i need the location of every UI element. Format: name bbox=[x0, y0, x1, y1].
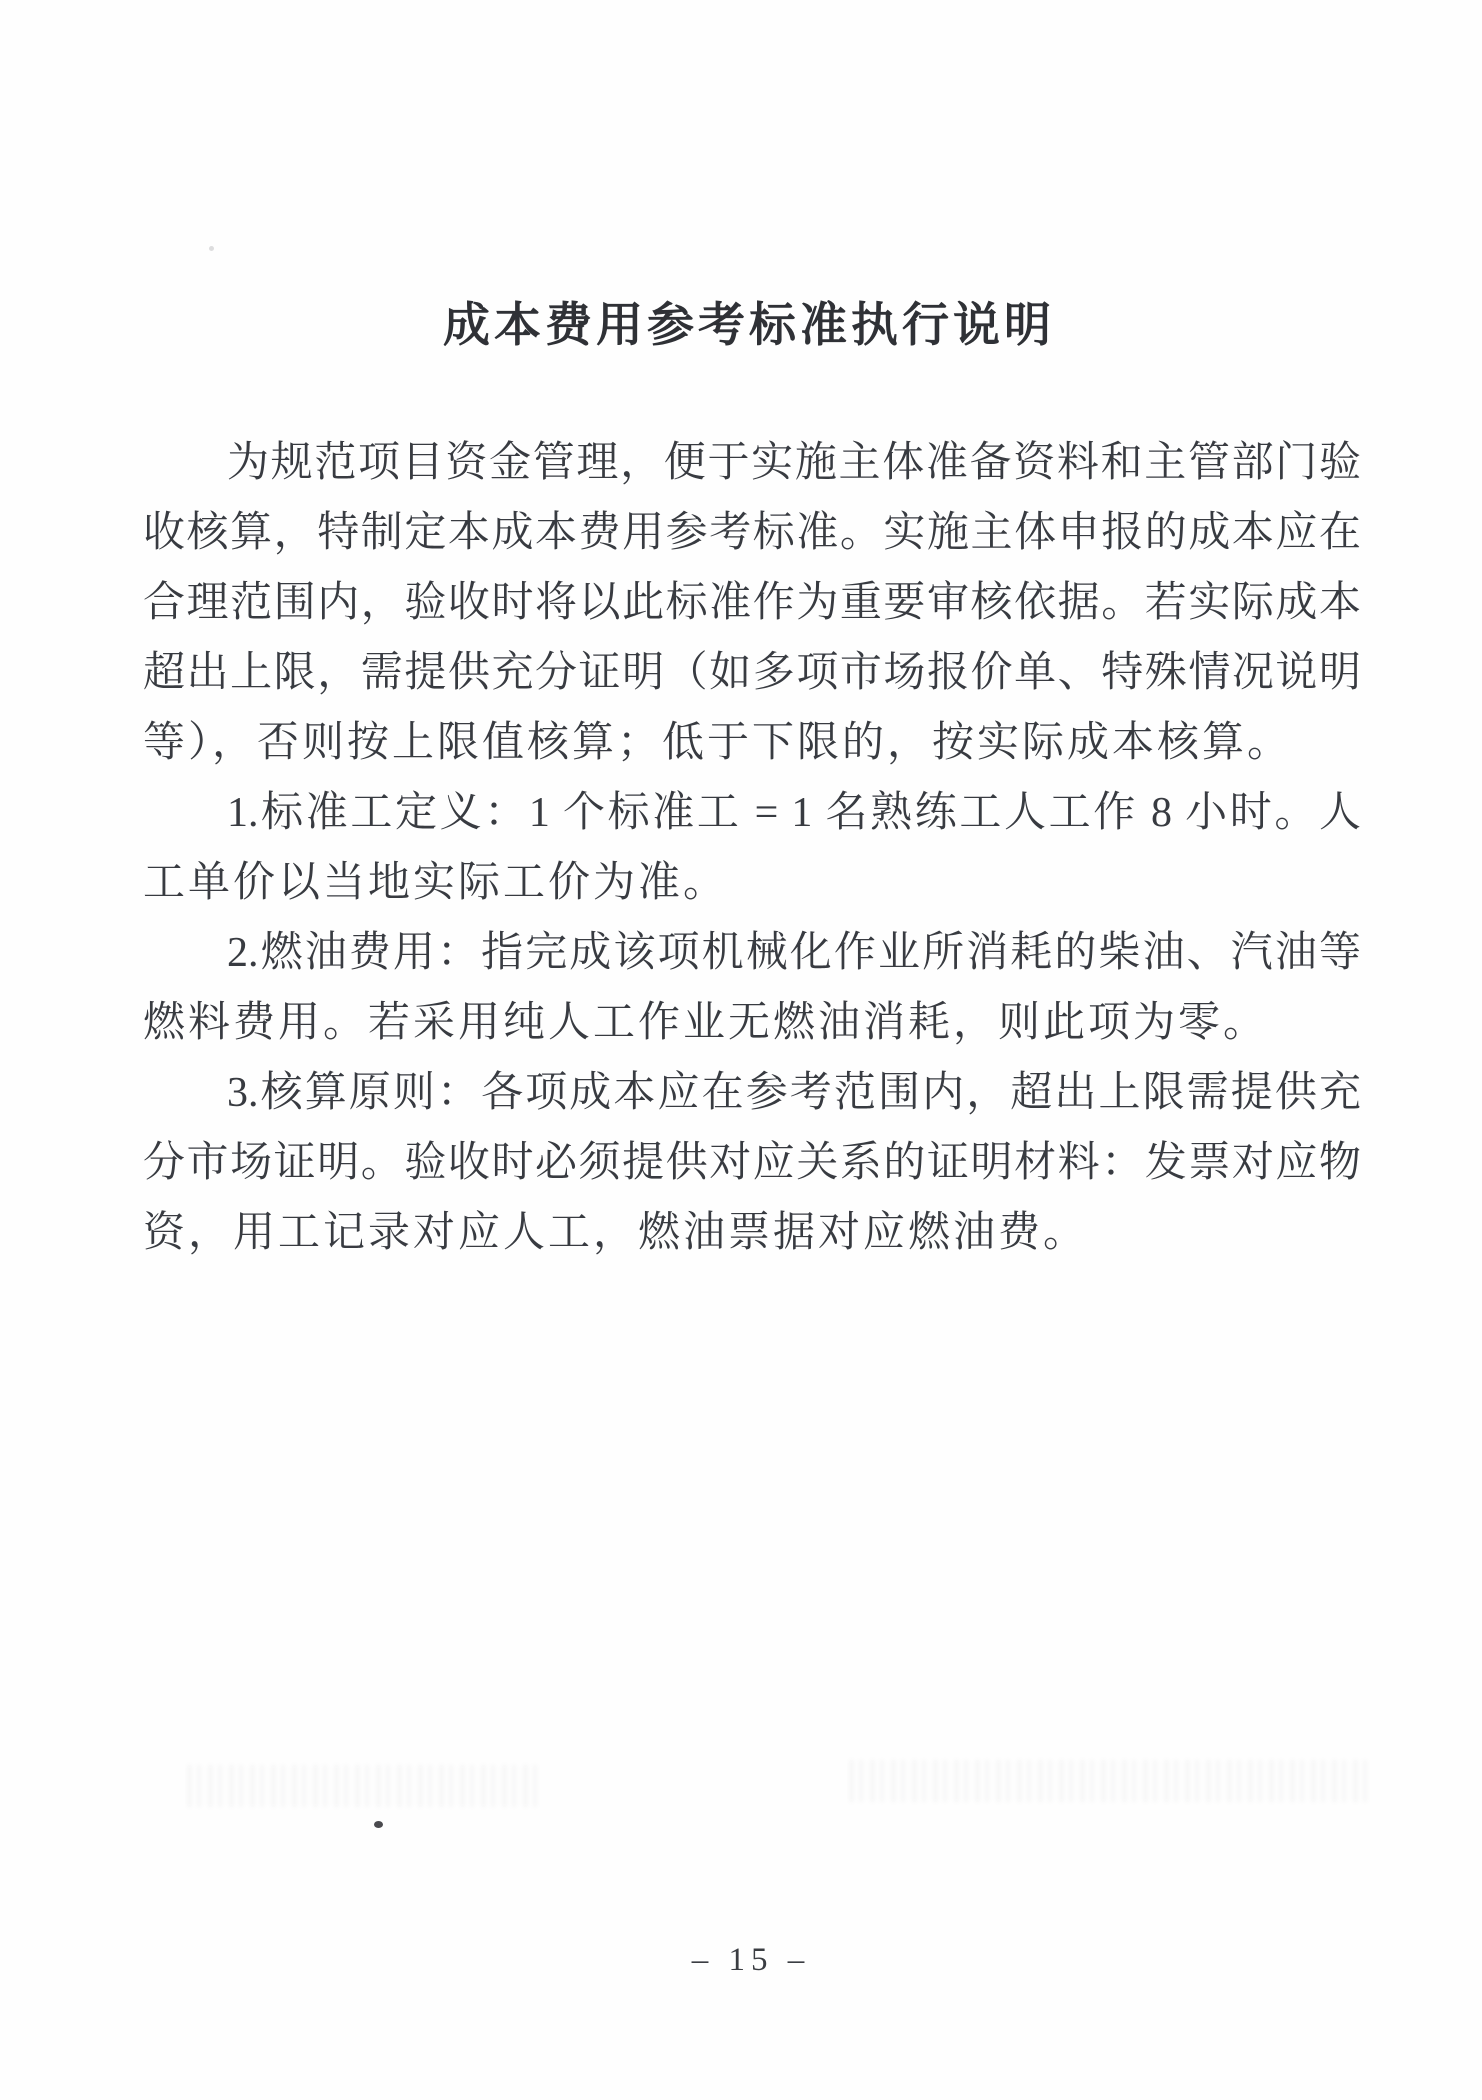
body-line: 合理范围内，验收时将以此标准作为重要审核依据。若实际成本 bbox=[143, 580, 1361, 626]
body-line: 1.标准工定义：1 个标准工 = 1 名熟练工人工作 8 小时。人 bbox=[227, 790, 1361, 836]
page-number: – 15 – bbox=[691, 1942, 811, 1978]
body-line: 收核算，特制定本成本费用参考标准。实施主体申报的成本应在 bbox=[143, 510, 1361, 556]
body-line: 燃料费用。若采用纯人工作业无燃油消耗，则此项为零。 bbox=[143, 1000, 1269, 1046]
ink-speck bbox=[209, 246, 214, 251]
body-line: 分市场证明。验收时必须提供对应关系的证明材料：发票对应物 bbox=[143, 1140, 1361, 1186]
body-line: 超出上限，需提供充分证明（如多项市场报价单、特殊情况说明 bbox=[143, 650, 1361, 696]
body-line: 工单价以当地实际工价为准。 bbox=[143, 860, 729, 906]
body-line: 等），否则按上限值核算；低于下限的，按实际成本核算。 bbox=[143, 720, 1293, 766]
document-body bbox=[143, 428, 1361, 1268]
body-line: 为规范项目资金管理，便于实施主体准备资料和主管部门验 bbox=[227, 440, 1361, 486]
page-title: 成本费用参考标准执行说明 bbox=[443, 298, 1055, 351]
ink-speck bbox=[374, 1821, 383, 1828]
body-line: 3.核算原则：各项成本应在参考范围内，超出上限需提供充 bbox=[227, 1070, 1361, 1116]
body-line: 2.燃油费用：指完成该项机械化作业所消耗的柴油、汽油等 bbox=[227, 930, 1361, 976]
body-line: 资，用工记录对应人工，燃油票据对应燃油费。 bbox=[143, 1210, 1089, 1256]
bleedthrough-artifact-right bbox=[850, 1760, 1370, 1802]
bleedthrough-artifact-left bbox=[188, 1765, 540, 1807]
